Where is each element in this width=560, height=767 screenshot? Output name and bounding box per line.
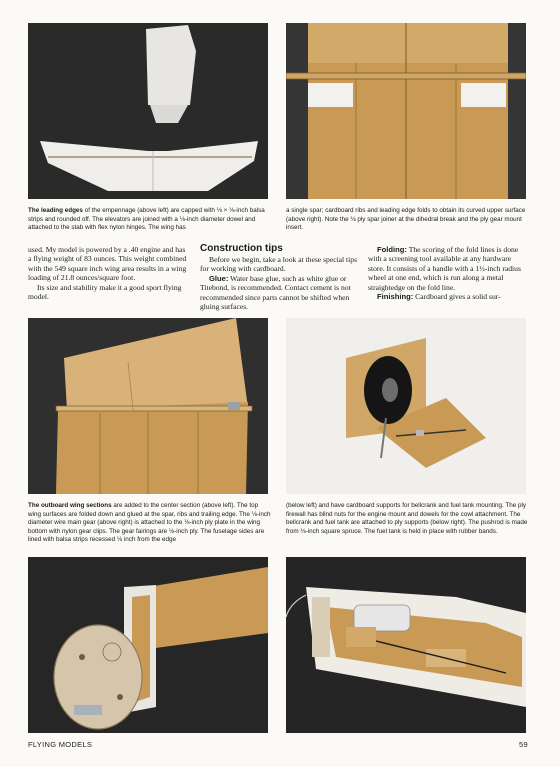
footer-page-number: 59: [519, 740, 528, 749]
photo-fuselage-firewall: [28, 557, 268, 733]
body-column-1: [28, 245, 188, 301]
section-heading: Construction tips: [200, 243, 283, 254]
paragraph-glue: Glue: Water base glue, such as white glue or Titebond, is recommended. Contact cement is not recommended since parts cannot be shifted when gluing surfaces.: [200, 273, 351, 312]
caption-mid-right: (below left) and have cardboard supports for bellcrank and fuel tank mounting. The ply firewall has blind nuts for the engine mount and dowels for the cowl attachment. The bellcrank and fuel tank are attached to ply supports (below right). The pushrod is made from ⅛-inch square spruce. The fuel tank is held in place with rubber bands.: [286, 502, 528, 535]
body-column-3: [368, 245, 528, 301]
paragraph-folding: Folding: The scoring of the fold lines is done with a screening tool available at any hardware store. It consists of a handle with a 1½-inch radius wheel at one end, which is run along a metal straightedge on the fold line.: [368, 245, 521, 292]
paragraph-finishing: Finishing: Cardboard gives a solid sur-: [377, 292, 501, 302]
body-column-2: [200, 243, 360, 311]
photo-empennage: [28, 23, 268, 199]
paragraph-stability: Its size and stability make it a good sport flying model.: [28, 282, 182, 302]
photo-wing-center-section: [286, 23, 526, 199]
photo-fuselage-interior: [286, 557, 526, 733]
paragraph-weight: used. My model is powered by a .40 engine and has a flying weight of 83 ounces. This weight combined with the 549 square inch wing area results in a wing loading of 21.8 ounces/square foot.: [28, 245, 187, 283]
photo-main-gear: [286, 318, 526, 494]
caption-top-left: The leading edges of the empennage (above left) are capped with ⅛ × ⅛-inch balsa strips and rounded off. The elevators are joined with a ⅛-inch diameter dowel and attached to the stab with flex nylon hinges. The wing has: [28, 207, 265, 232]
paragraph-tips: Before we begin, take a look at these special tips for working with cardboard.: [200, 255, 358, 274]
caption-top-right: a single spar; cardboard ribs and leading edge folds to obtain its curved upper surface (above right). Note the ⅛ ply spar joiner at the dihedral break and the ply gear mount insert.: [286, 207, 526, 232]
caption-mid-left: The outboard wing sections are added to the center section (above left). The top wing surfaces are folded down and glued at the spar, ribs and trailing edge. The ⅛-inch diameter wire main gear (above right) is attached to the ⅛-inch ply plate in the wing bottom with nylon gear clips. The gear fairings are ⅛-inch ply. The fuselage sides are lined with balsa strips recessed ⅛ inch from the edge: [28, 502, 271, 544]
photo-outboard-wing: [28, 318, 268, 494]
footer-magazine-name: FLYING MODELS: [28, 740, 93, 749]
